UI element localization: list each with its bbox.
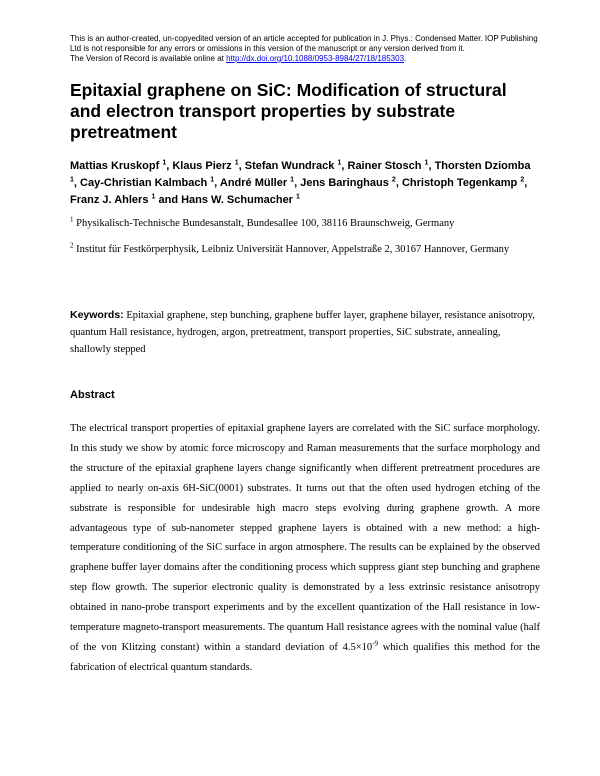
- abstract-text: [70, 419, 540, 678]
- author-name: Cay-Christian Kalmbach: [80, 177, 208, 189]
- abstract-ending: which qualifies this method for the fabrication of electrical quantum standards.: [70, 641, 540, 673]
- author-affiliation-marker: 2: [391, 176, 396, 184]
- author-name: André Müller: [219, 177, 288, 189]
- abstract-body: The electrical transport properties of epitaxial graphene layers are correlated with the SiC surface morphology. In this study we show by atomic force microscopy and Raman measurements that the surface morphology and the structure of the epitaxial graphene layers change significantly when different pretreatment procedures are applied to nearly on-axis 6H-SiC(0001) substrates. It turns out that the often used hydrogen etching of the substrate is responsible for undesirable high macro steps evolving during graphene growth. A more advantageous type of sub-nanometer stepped graphene layers is obtained with a new method: a high-temperature conditioning of the SiC surface in argon atmosphere. The results can be explained by the observed graphene buffer layer domains after the conditioning process which suppress giant step bunching and graphene step flow growth. The superior electronic quality is demonstrated by a less extrinsic resistance anisotropy obtained in nano-probe transport experiments and by the excellent quantization of the Hall resistance in low-temperature magneto-transport measurements. The quantum Hall resistance agrees with the nominal value (half of the von Klitzing constant) within a standard deviation of 4.5×10: [70, 423, 540, 653]
- author-separator: ,: [166, 160, 173, 172]
- author-separator: ,: [238, 160, 245, 172]
- keywords-text: Epitaxial graphene, step bunching, graphene buffer layer, graphene bilayer, resistance anisotropy, quantum Hall resistance, hydrogen, argon, pretreatment, transport properties, SiC substrate, annealing, shallowly stepped: [70, 310, 535, 355]
- affiliation-2: [70, 241, 540, 258]
- author-name: Franz J. Ahlers: [70, 194, 149, 206]
- affiliation-1: [70, 215, 540, 232]
- paper-title: Epitaxial graphene on SiC: Modification of structural and electron transport properties by substrate pretreatment: [70, 80, 507, 142]
- author-affiliation-marker: 1: [290, 176, 295, 184]
- author-name: Klaus Pierz: [172, 160, 232, 172]
- author-affiliation-marker: 2: [520, 176, 525, 184]
- author-separator: ,: [214, 177, 220, 189]
- author-affiliation-marker: 1: [151, 193, 156, 201]
- author-name: Stefan Wundrack: [244, 160, 335, 172]
- author-name: Thorsten Dziomba: [434, 160, 531, 172]
- author-separator: and: [155, 194, 182, 206]
- author-separator: ,: [341, 160, 348, 172]
- abstract-exponent: -9: [372, 639, 378, 648]
- abstract-heading: Abstract: [70, 389, 115, 401]
- author-affiliation-marker: 1: [162, 159, 167, 167]
- keywords-label: Keywords:: [70, 309, 124, 321]
- notice-text: This is an author-created, un-copyedited version of an article accepted for publication in J. Phys.: Condensed Matter. IOP Publishing Ltd is not responsible for any errors or omissions in this version of the manuscript or any version derived from it.: [70, 34, 538, 53]
- author-affiliation-marker: 1: [210, 176, 215, 184]
- author-affiliation-marker: 1: [234, 159, 239, 167]
- author-separator: ,: [294, 177, 301, 189]
- doi-link[interactable]: http://dx.doi.org/10.1088/0953-8984/27/18/185303: [226, 54, 405, 63]
- author-list: [70, 158, 540, 209]
- author-name: Jens Baringhaus: [300, 177, 389, 189]
- author-version-notice: [70, 34, 540, 64]
- author-name: Hans W. Schumacher: [181, 194, 293, 206]
- author-affiliation-marker: 1: [337, 159, 342, 167]
- keywords-section: [70, 307, 540, 358]
- notice-period: .: [404, 54, 407, 63]
- author-separator: ,: [73, 177, 81, 189]
- author-affiliation-marker: 1: [296, 193, 300, 201]
- version-of-record-text: The Version of Record is available online at: [70, 54, 227, 63]
- author-affiliation-marker: 1: [424, 159, 429, 167]
- affiliation-2-number: 2: [70, 241, 74, 250]
- author-name: Mattias Kruskopf: [70, 160, 160, 172]
- affiliation-1-text: Physikalisch-Technische Bundesanstalt, Bundesallee 100, 38116 Braunschweig, Germany: [76, 218, 455, 229]
- author-name: Christoph Tegenkamp: [401, 177, 518, 189]
- author-affiliation-marker: 1: [70, 176, 74, 184]
- author-separator: ,: [524, 177, 528, 189]
- author-separator: ,: [395, 177, 402, 189]
- affiliation-1-number: 1: [70, 215, 74, 224]
- author-name: Rainer Stosch: [347, 160, 422, 172]
- author-separator: ,: [428, 160, 435, 172]
- affiliation-2-text: Institut für Festkörperphysik, Leibniz Universität Hannover, Appelstraße 2, 30167 Hannover, Germany: [76, 244, 510, 255]
